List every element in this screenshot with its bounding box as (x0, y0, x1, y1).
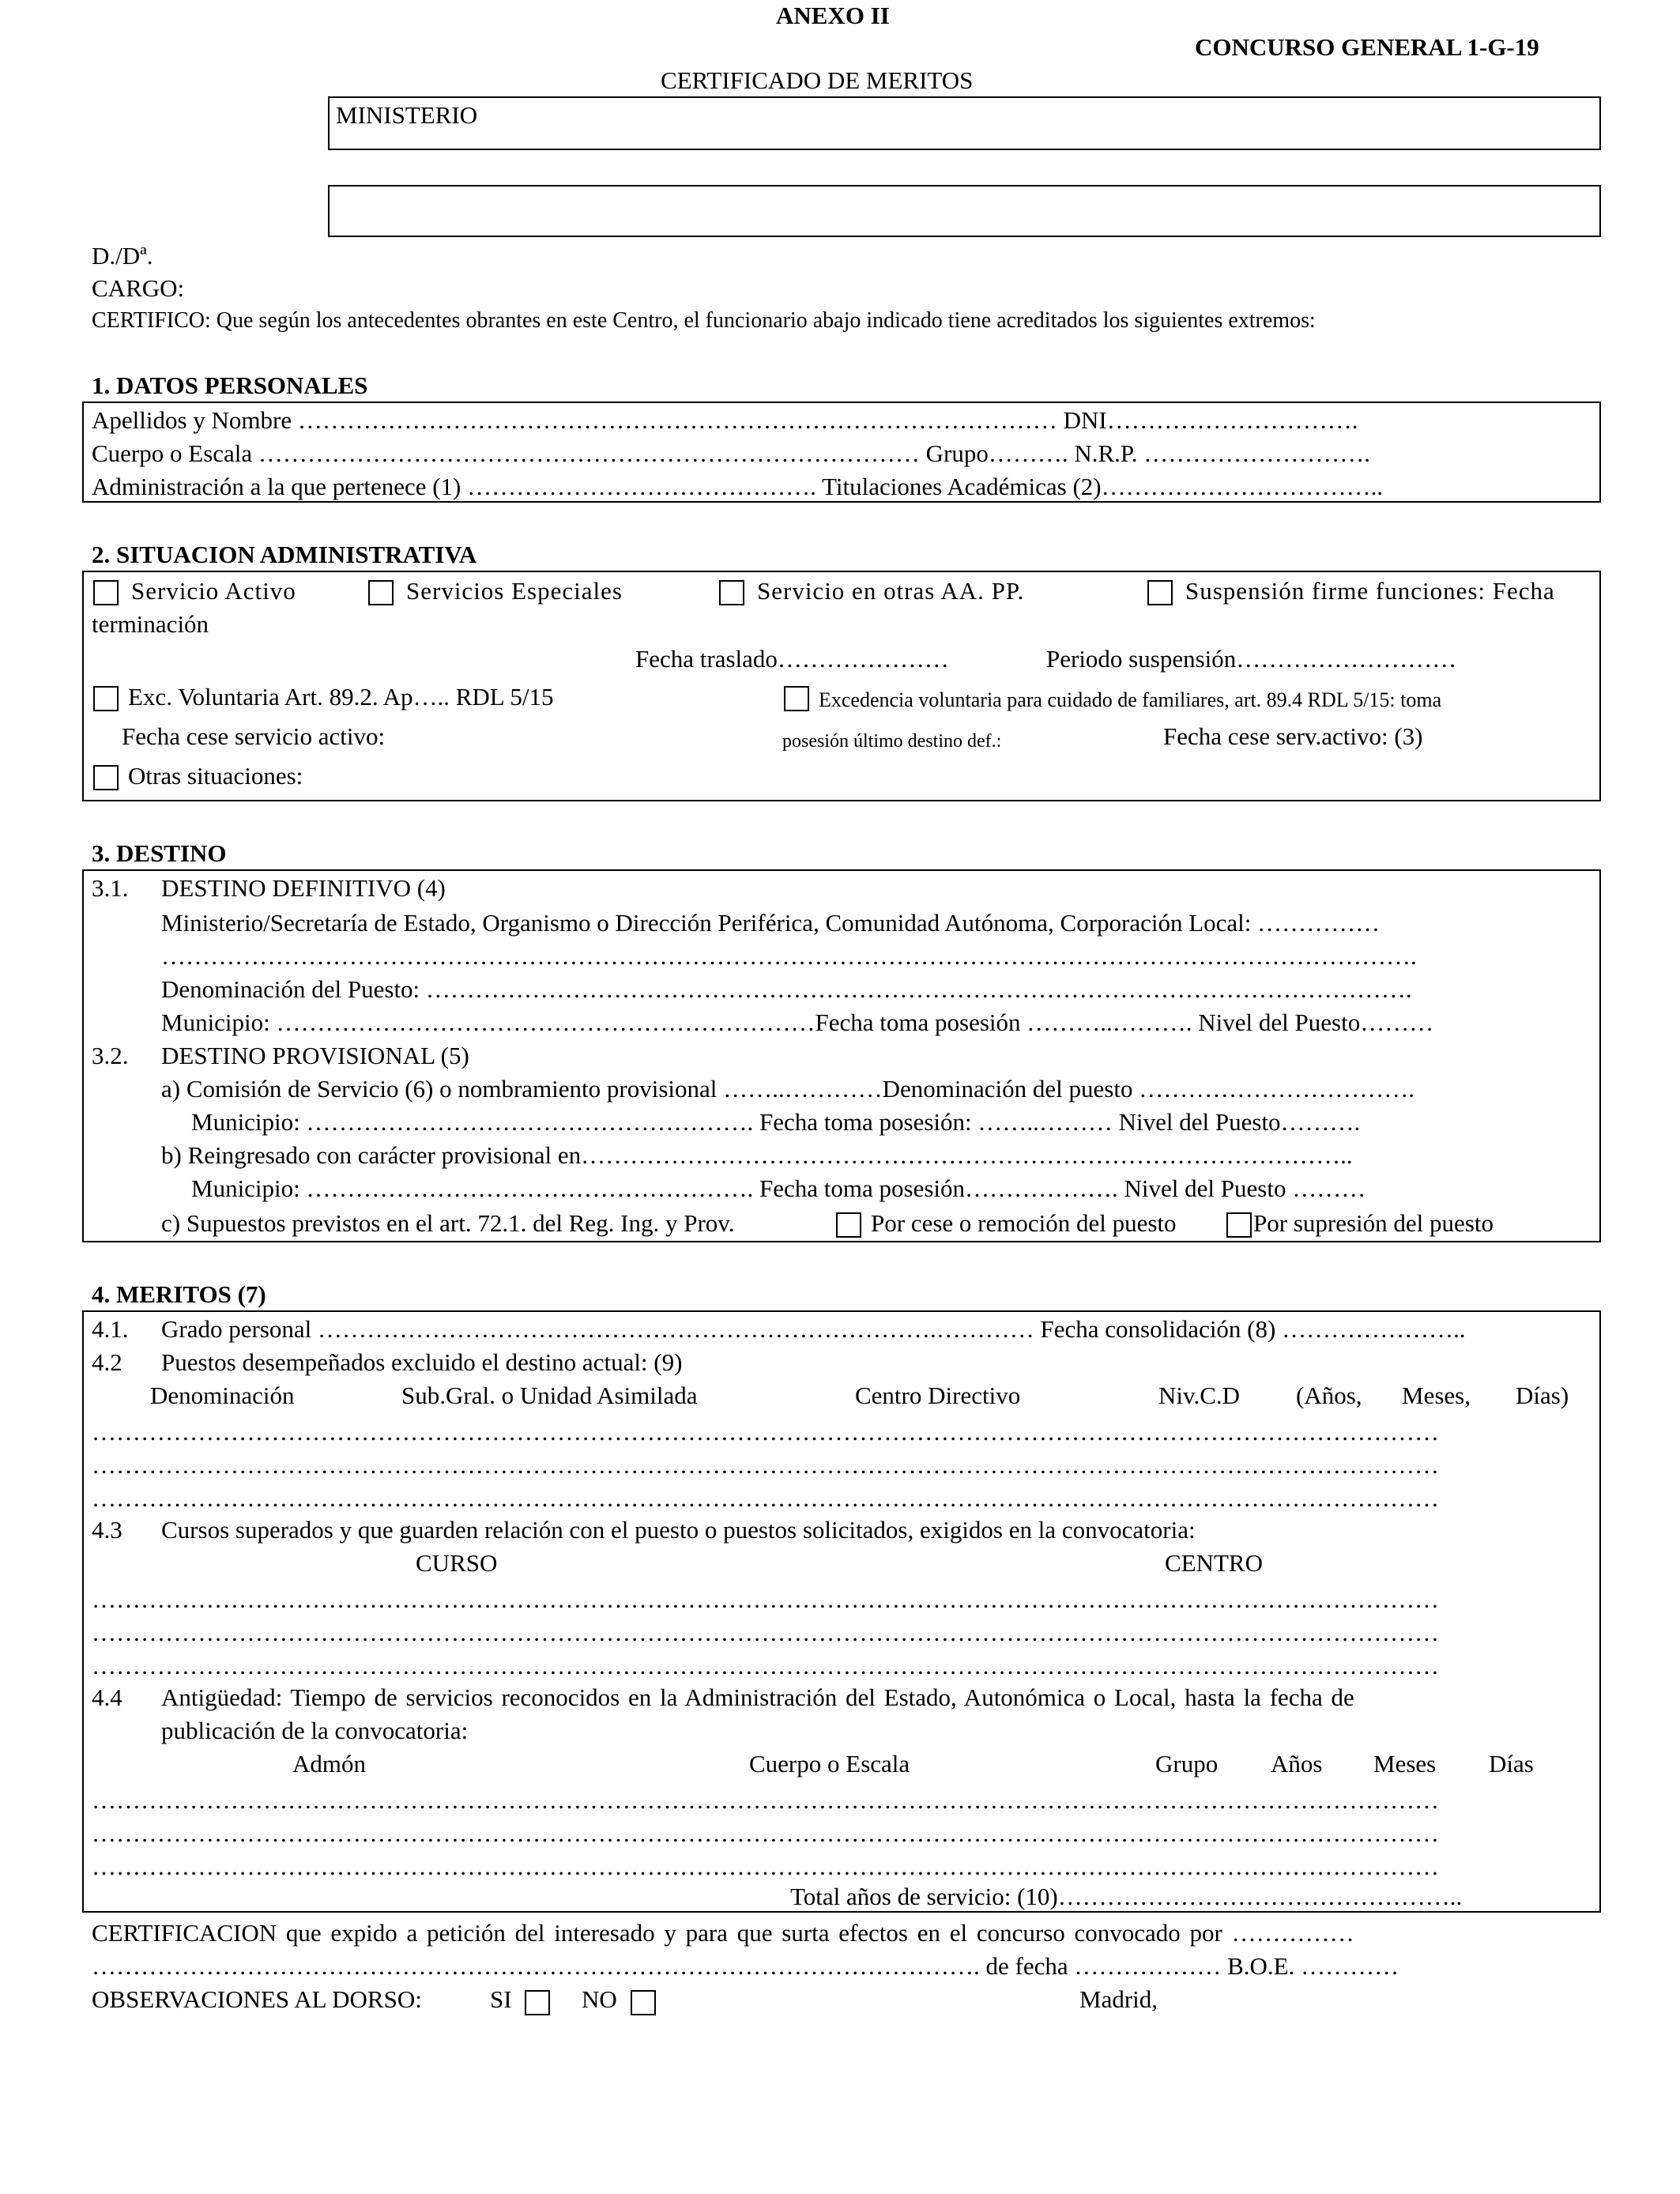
label-otras-situaciones: Otras situaciones: (128, 762, 303, 790)
header-dias: Días) (1516, 1382, 1569, 1409)
num-4-2: 4.2 (92, 1348, 122, 1376)
certifico-text: CERTIFICO: Que según los antecedentes obrantes en este Centro, el funcionario abajo indicado tiene acreditados los siguientes extremos: (92, 308, 1316, 333)
puestos-line[interactable]: ………………………………………………………………………………………………………………………………………………… (92, 1484, 1439, 1512)
certificacion-text-2[interactable]: ………………………………………………………………………………………………. de fecha ……………… B.O.E. ………… (92, 1952, 1399, 1980)
num-4-4: 4.4 (92, 1683, 122, 1711)
observaciones-label: OBSERVACIONES AL DORSO: (92, 1985, 422, 2013)
destino-definitivo-title: DESTINO DEFINITIVO (4) (161, 874, 446, 902)
label-exc-voluntaria: Exc. Voluntaria Art. 89.2. Ap….. RDL 5/15 (128, 683, 554, 711)
cargo-label: CARGO: (92, 274, 185, 302)
section-3-title: 3. DESTINO (92, 839, 227, 867)
checkbox-otras-aapp[interactable] (719, 580, 744, 605)
checkbox-observaciones-no[interactable] (631, 1990, 656, 2015)
madrid-label: Madrid, (1079, 1985, 1158, 2013)
header-curso: CURSO (416, 1549, 498, 1577)
checkbox-observaciones-si[interactable] (525, 1990, 550, 2015)
provisional-comision[interactable]: a) Comisión de Servicio (6) o nombramiento provisional ……..…………Denominación del puesto ……………………………. (161, 1075, 1414, 1103)
provisional-reingresado[interactable]: b) Reingresado con carácter provisional en………………………………………………………………………………….. (161, 1141, 1353, 1169)
dd-label: D./Dª. (92, 242, 153, 270)
center-box[interactable] (328, 185, 1601, 237)
destino-definitivo-ministerio[interactable]: Ministerio/Secretaría de Estado, Organismo o Dirección Periférica, Comunidad Autónoma, Corporación Local: …………… (161, 909, 1381, 937)
header-grupo: Grupo (1155, 1750, 1219, 1777)
label-servicios-especiales: Servicios Especiales (406, 577, 623, 605)
checkbox-servicios-especiales[interactable] (368, 580, 394, 605)
checkbox-supresion[interactable] (1226, 1212, 1252, 1238)
provisional-comision-municipio[interactable]: Municipio: ………………………………………………. Fecha toma posesión: ……..……… Nivel del Puesto………. (191, 1108, 1361, 1136)
puestos-line[interactable]: ………………………………………………………………………………………………………………………………………………… (92, 1451, 1439, 1479)
header-meses-2: Meses (1373, 1750, 1437, 1777)
observaciones-no-label: NO (582, 1985, 617, 2013)
header-anos: (Años, (1296, 1382, 1362, 1409)
header-meses: Meses, (1402, 1382, 1471, 1409)
header-subgral: Sub.Gral. o Unidad Asimilada (401, 1382, 698, 1409)
destino-definitivo-denominacion[interactable]: Denominación del Puesto: …………………………………………………………………………………………………………. (161, 975, 1412, 1003)
periodo-suspension[interactable]: Periodo suspensión……………………… (1046, 645, 1457, 673)
ministry-box[interactable] (328, 96, 1601, 150)
checkbox-otras-situaciones[interactable] (93, 765, 119, 790)
cursos-line[interactable]: ………………………………………………………………………………………………………………………………………………… (92, 1652, 1439, 1679)
num-3-2: 3.2. (92, 1042, 129, 1069)
num-3-1: 3.1. (92, 874, 129, 902)
checkbox-excedencia-familiares[interactable] (784, 686, 809, 711)
num-4-1: 4.1. (92, 1315, 129, 1343)
destino-definitivo-municipio[interactable]: Municipio: …………………………………………………………Fecha toma posesión ………..………. Nivel del Puesto……… (161, 1008, 1434, 1036)
checkbox-exc-voluntaria[interactable] (93, 686, 119, 711)
label-terminacion: terminación (92, 610, 209, 638)
antiguedad-text-2: publicación de la convocatoria: (161, 1717, 469, 1744)
fecha-cese-servicio-activo[interactable]: Fecha cese servicio activo: (122, 722, 386, 750)
checkbox-suspension[interactable] (1147, 580, 1173, 605)
antiguedad-line[interactable]: ………………………………………………………………………………………………………………………………………………… (92, 1786, 1439, 1814)
header-centro: CENTRO (1165, 1549, 1263, 1577)
puestos-line[interactable]: ………………………………………………………………………………………………………………………………………………… (92, 1418, 1439, 1446)
label-otras-aapp: Servicio en otras AA. PP. (757, 577, 1025, 605)
header-denominacion: Denominación (150, 1382, 295, 1409)
grado-personal[interactable]: Grado personal ………………………………………………………………….………… Fecha consolidación (8) ………………….. (161, 1315, 1466, 1343)
puestos-desempenados: Puestos desempeñados excluido el destino actual: (9) (161, 1348, 683, 1376)
certificate-title: CERTIFICADO DE MERITOS (661, 66, 974, 94)
antiguedad-line[interactable]: ………………………………………………………………………………………………………………………………………………… (92, 1853, 1439, 1880)
header-centro-directivo: Centro Directivo (855, 1382, 1021, 1409)
section-1-title: 1. DATOS PERSONALES (92, 371, 368, 399)
personal-row-cuerpo[interactable]: Cuerpo o Escala ……………………………………………………………………… Grupo………. N.R.P. ………………………. (92, 439, 1370, 467)
section-2-title: 2. SITUACION ADMINISTRATIVA (92, 541, 477, 568)
header-cuerpo-escala: Cuerpo o Escala (749, 1750, 910, 1777)
label-servicio-activo: Servicio Activo (131, 577, 296, 605)
antiguedad-line[interactable]: ………………………………………………………………………………………………………………………………………………… (92, 1819, 1439, 1847)
personal-row-name-dni[interactable]: Apellidos y Nombre ………………………………………………………………………………… DNI…………………………. (92, 406, 1358, 434)
destino-provisional-title: DESTINO PROVISIONAL (5) (161, 1042, 469, 1069)
num-4-3: 4.3 (92, 1516, 122, 1544)
checkbox-cese-remocion[interactable] (836, 1212, 861, 1238)
antiguedad-text: Antigüedad: Tiempo de servicios reconocidos en la Administración del Estado, Autonómica o Local, hasta la fecha de (161, 1683, 1354, 1711)
label-supresion: Por supresión del puesto (1253, 1209, 1494, 1237)
header-anos-2: Años (1271, 1750, 1323, 1777)
fecha-cese-serv-activo[interactable]: Fecha cese serv.activo: (3) (1163, 722, 1423, 750)
label-excedencia-familiares: Excedencia voluntaria para cuidado de familiares, art. 89.4 RDL 5/15: toma (819, 688, 1442, 711)
section-4-title: 4. MERITOS (7) (92, 1280, 266, 1308)
posesion-ultimo-destino[interactable]: posesión último destino def.: (782, 731, 1002, 752)
destino-definitivo-dots[interactable]: ………………………………………………………………………………………………………………………………………. (161, 942, 1417, 970)
fecha-traslado[interactable]: Fecha traslado………………… (635, 645, 949, 673)
annex-title: ANEXO II (776, 2, 890, 29)
provisional-reingresado-municipio[interactable]: Municipio: ………………………………………………. Fecha toma posesión………………. Nivel del Puesto ……… (191, 1174, 1366, 1202)
label-cese-remocion: Por cese o remoción del puesto (871, 1209, 1177, 1237)
header-admon: Admón (292, 1750, 366, 1777)
header-niv-cd: Niv.C.D (1158, 1382, 1241, 1409)
header-dias-2: Días (1489, 1750, 1534, 1777)
ministry-label: MINISTERIO (336, 101, 478, 129)
label-suspension: Suspensión firme funciones: Fecha (1185, 577, 1555, 605)
cursos-line[interactable]: ………………………………………………………………………………………………………………………………………………… (92, 1585, 1439, 1613)
certificacion-text[interactable]: CERTIFICACION que expido a petición del interesado y para que surta efectos en el concurso convocado por …………… (92, 1919, 1354, 1947)
contest-code: CONCURSO GENERAL 1-G-19 (1195, 33, 1539, 61)
observaciones-si-label: SI (490, 1985, 512, 2013)
cursos-superados: Cursos superados y que guarden relación con el puesto o puestos solicitados, exigidos en la convocatoria: (161, 1516, 1196, 1544)
total-anos-servicio[interactable]: Total años de servicio: (10)………………………………………….. (790, 1883, 1463, 1910)
provisional-supuestos: c) Supuestos previstos en el art. 72.1. del Reg. Ing. y Prov. (161, 1209, 735, 1237)
checkbox-servicio-activo[interactable] (93, 580, 119, 605)
personal-row-administracion[interactable]: Administración a la que pertenece (1) ……………………………………. Titulaciones Académicas (2)…………………………….. (92, 473, 1384, 500)
cursos-line[interactable]: ………………………………………………………………………………………………………………………………………………… (92, 1619, 1439, 1646)
